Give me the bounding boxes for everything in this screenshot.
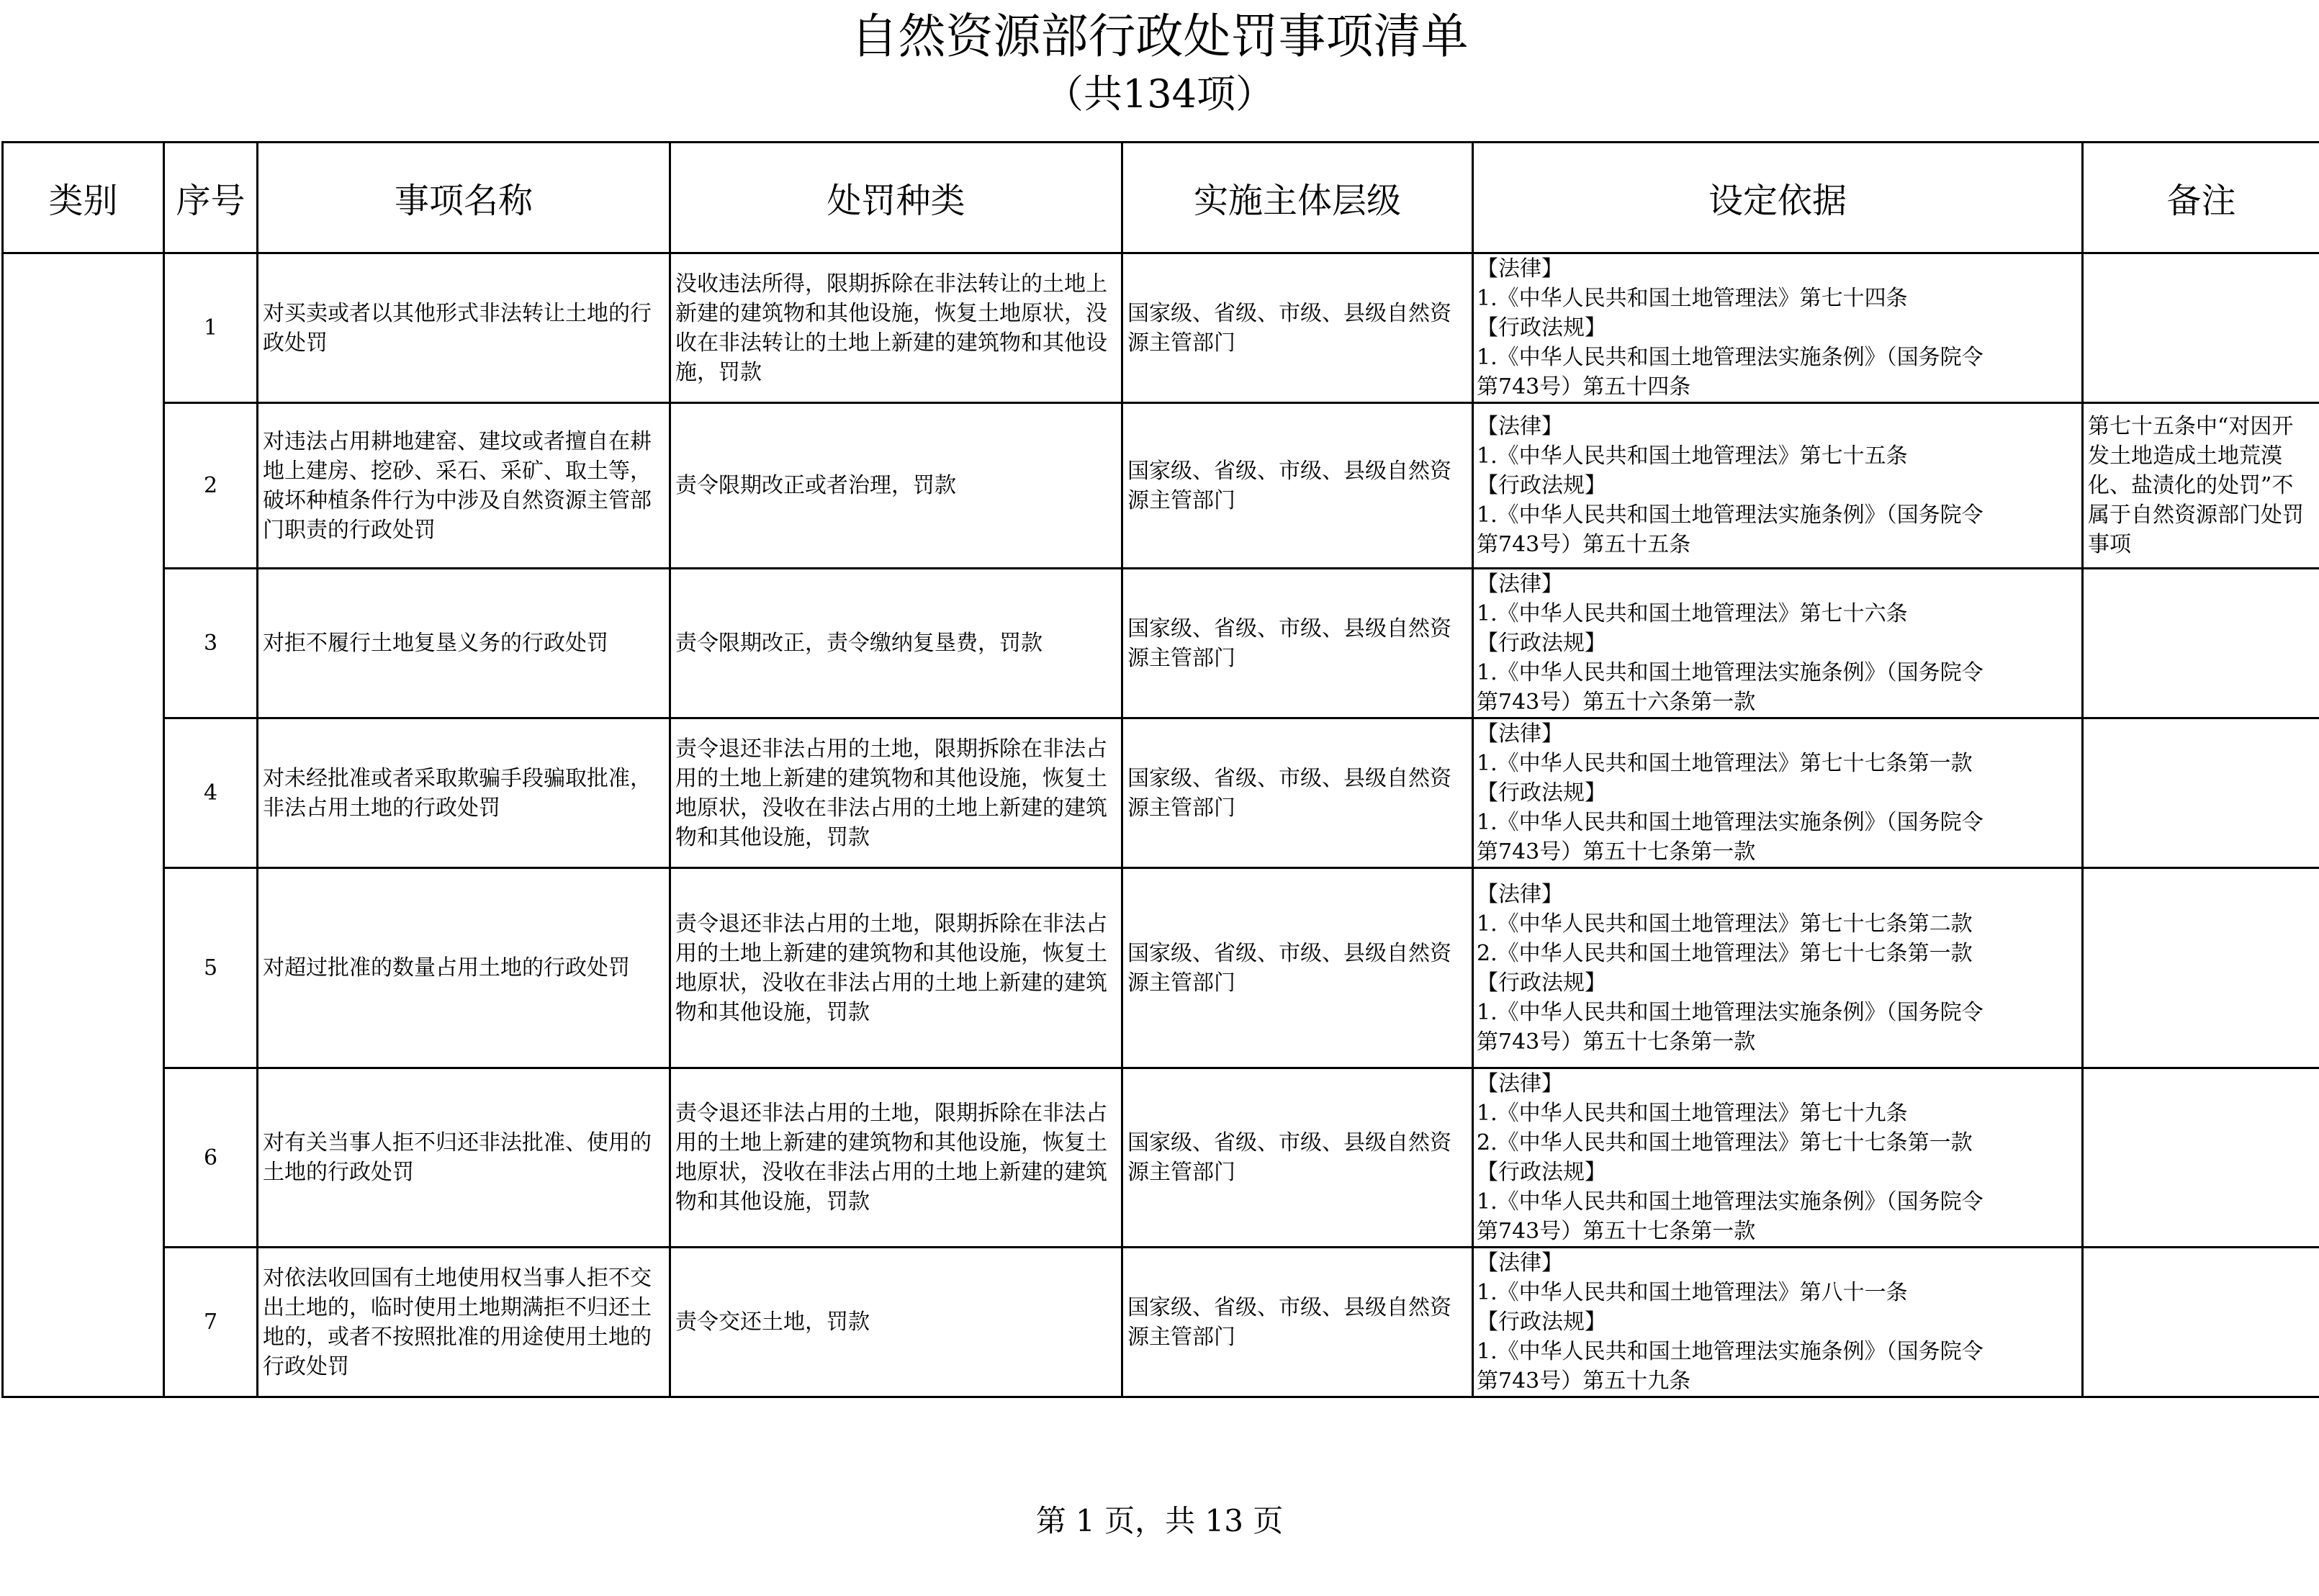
basis-cell: [1473, 718, 2083, 868]
basis-line: 1.《中华人民共和国土地管理法》第七十五条: [1477, 443, 1908, 469]
header-level: 实施主体层级: [1122, 143, 1473, 253]
header-row: [3, 143, 2319, 253]
basis-line: 第743号）第五十五条: [1477, 532, 1691, 557]
note-cell: [2083, 1068, 2319, 1248]
basis-line: 第743号）第五十六条第一款: [1477, 690, 1756, 715]
basis-line: 【法律】: [1477, 414, 1563, 439]
table-row: [3, 569, 2319, 718]
header-category: 类别: [3, 143, 164, 253]
basis-line: 1.《中华人民共和国土地管理法实施条例》（国务院令: [1477, 1339, 1983, 1364]
seq-cell: 5: [164, 868, 258, 1068]
basis-line: 2.《中华人民共和国土地管理法》第七十七条第一款: [1477, 940, 1973, 966]
basis-cell: [1473, 253, 2083, 403]
seq-cell: 6: [164, 1068, 258, 1248]
table-row: [3, 1248, 2319, 1397]
basis-line: 1.《中华人民共和国土地管理法实施条例》（国务院令: [1477, 660, 1983, 685]
name-cell: 对未经批准或者采取欺骗手段骗取批准，非法占用土地的行政处罚: [258, 718, 670, 868]
level-cell: 国家级、省级、市级、县级自然资源主管部门: [1122, 403, 1473, 569]
basis-cell: [1473, 403, 2083, 569]
page-subtitle: （共134项）: [1044, 71, 1275, 117]
basis-line: 第743号）第五十七条第一款: [1477, 1029, 1756, 1055]
basis-line: 【行政法规】: [1477, 631, 1606, 656]
seq-cell: 4: [164, 718, 258, 868]
seq-cell: 7: [164, 1248, 258, 1397]
table-row: [3, 718, 2319, 868]
note-cell: [2083, 253, 2319, 403]
basis-line: 第743号）第五十七条第一款: [1477, 1219, 1756, 1244]
level-cell: 国家级、省级、市级、县级自然资源主管部门: [1122, 253, 1473, 403]
level-cell: 国家级、省级、市级、县级自然资源主管部门: [1122, 868, 1473, 1068]
basis-line: 1.《中华人民共和国土地管理法》第七十四条: [1477, 286, 1908, 311]
name-cell: 对超过批准的数量占用土地的行政处罚: [258, 868, 670, 1068]
header-penalty: 处罚种类: [670, 143, 1122, 253]
penalty-cell: 责令限期改正或者治理，罚款: [670, 403, 1122, 569]
basis-line: 【法律】: [1477, 881, 1563, 907]
basis-line: 1.《中华人民共和国土地管理法实施条例》（国务院令: [1477, 345, 1983, 370]
basis-line: 第743号）第五十四条: [1477, 374, 1691, 400]
penalty-cell: 责令限期改正，责令缴纳复垦费，罚款: [670, 569, 1122, 718]
table-row: [3, 403, 2319, 569]
note-cell: 第七十五条中“对因开发土地造成土地荒漠化、盐渍化的处罚”不属于自然资源部门处罚事项: [2083, 403, 2319, 569]
note-cell: [2083, 718, 2319, 868]
header-note: 备注: [2083, 143, 2319, 253]
level-cell: 国家级、省级、市级、县级自然资源主管部门: [1122, 1068, 1473, 1248]
basis-line: 【法律】: [1477, 721, 1563, 747]
basis-line: 第743号）第五十九条: [1477, 1369, 1691, 1394]
basis-line: 【行政法规】: [1477, 1309, 1606, 1335]
seq-cell: 2: [164, 403, 258, 569]
table-row: [3, 253, 2319, 403]
level-cell: 国家级、省级、市级、县级自然资源主管部门: [1122, 718, 1473, 868]
penalty-cell: 责令退还非法占用的土地，限期拆除在非法占用的土地上新建的建筑物和其他设施，恢复土地原状，没收在非法占用的土地上新建的建筑物和其他设施，罚款: [670, 718, 1122, 868]
basis-line: 【法律】: [1477, 256, 1563, 281]
penalty-cell: 责令退还非法占用的土地，限期拆除在非法占用的土地上新建的建筑物和其他设施，恢复土地原状，没收在非法占用的土地上新建的建筑物和其他设施，罚款: [670, 868, 1122, 1068]
basis-line: 2.《中华人民共和国土地管理法》第七十七条第一款: [1477, 1130, 1973, 1155]
name-cell: 对违法占用耕地建窑、建坟或者擅自在耕地上建房、挖砂、采石、采矿、取土等，破坏种植条件行为中涉及自然资源主管部门职责的行政处罚: [258, 403, 670, 569]
penalty-table: [1, 141, 2319, 1398]
basis-line: 【法律】: [1477, 572, 1563, 597]
basis-line: 1.《中华人民共和国土地管理法实施条例》（国务院令: [1477, 1189, 1983, 1214]
basis-cell: [1473, 569, 2083, 718]
name-cell: 对拒不履行土地复垦义务的行政处罚: [258, 569, 670, 718]
page-footer: 第 1 页，共 13 页: [1035, 1503, 1284, 1538]
basis-line: 1.《中华人民共和国土地管理法实施条例》（国务院令: [1477, 999, 1983, 1025]
basis-cell: [1473, 868, 2083, 1068]
category-cell: [3, 253, 164, 1397]
note-cell: [2083, 569, 2319, 718]
penalty-cell: 责令退还非法占用的土地，限期拆除在非法占用的土地上新建的建筑物和其他设施，恢复土地原状，没收在非法占用的土地上新建的建筑物和其他设施，罚款: [670, 1068, 1122, 1248]
header-seq: 序号: [164, 143, 258, 253]
level-cell: 国家级、省级、市级、县级自然资源主管部门: [1122, 569, 1473, 718]
basis-cell: [1473, 1248, 2083, 1397]
name-cell: 对买卖或者以其他形式非法转让土地的行政处罚: [258, 253, 670, 403]
penalty-cell: 责令交还土地，罚款: [670, 1248, 1122, 1397]
page-title: 自然资源部行政处罚事项清单: [850, 9, 1469, 64]
note-cell: [2083, 868, 2319, 1068]
basis-line: 【行政法规】: [1477, 780, 1606, 806]
seq-cell: 3: [164, 569, 258, 718]
basis-line: 【行政法规】: [1477, 970, 1606, 996]
basis-line: 【法律】: [1477, 1071, 1563, 1096]
table-row: [3, 1068, 2319, 1248]
basis-line: 【行政法规】: [1477, 473, 1606, 498]
header-basis: 设定依据: [1473, 143, 2083, 253]
level-cell: 国家级、省级、市级、县级自然资源主管部门: [1122, 1248, 1473, 1397]
note-cell: [2083, 1248, 2319, 1397]
penalty-cell: 没收违法所得，限期拆除在非法转让的土地上新建的建筑物和其他设施，恢复土地原状，没收在非法转让的土地上新建的建筑物和其他设施，罚款: [670, 253, 1122, 403]
basis-line: 【行政法规】: [1477, 1160, 1606, 1185]
basis-line: 【行政法规】: [1477, 315, 1606, 341]
basis-line: 1.《中华人民共和国土地管理法实施条例》（国务院令: [1477, 810, 1983, 835]
basis-line: 1.《中华人民共和国土地管理法》第七十七条第一款: [1477, 751, 1973, 776]
basis-line: 1.《中华人民共和国土地管理法》第七十九条: [1477, 1101, 1908, 1126]
basis-line: 【法律】: [1477, 1250, 1563, 1276]
name-cell: 对有关当事人拒不归还非法批准、使用的土地的行政处罚: [258, 1068, 670, 1248]
header-name: 事项名称: [258, 143, 670, 253]
basis-line: 1.《中华人民共和国土地管理法》第七十六条: [1477, 601, 1908, 626]
table-row: [3, 868, 2319, 1068]
seq-cell: 1: [164, 253, 258, 403]
basis-line: 1.《中华人民共和国土地管理法》第八十一条: [1477, 1280, 1908, 1305]
basis-line: 第743号）第五十七条第一款: [1477, 839, 1756, 865]
name-cell: 对依法收回国有土地使用权当事人拒不交出土地的，临时使用土地期满拒不归还土地的，或者不按照批准的用途使用土地的行政处罚: [258, 1248, 670, 1397]
basis-line: 1.《中华人民共和国土地管理法》第七十七条第二款: [1477, 911, 1973, 937]
basis-cell: [1473, 1068, 2083, 1248]
basis-line: 1.《中华人民共和国土地管理法实施条例》（国务院令: [1477, 502, 1983, 528]
